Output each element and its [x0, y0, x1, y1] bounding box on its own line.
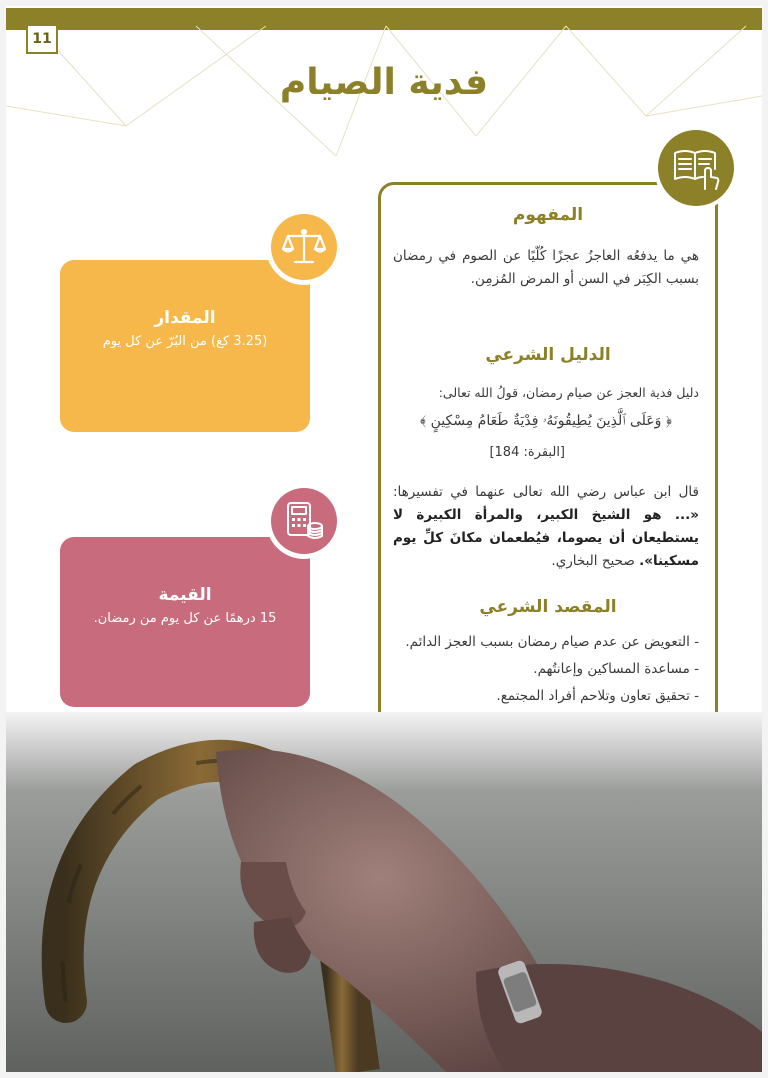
book-hand-icon: [654, 126, 738, 210]
card-miqdar-title: المقدار: [154, 308, 216, 328]
card-miqdar-text: (3.25 كغ) من البُرّ عن كل يوم: [102, 334, 268, 349]
cane-hands-photo: [6, 712, 762, 1072]
page: [6, 6, 762, 1072]
page-number: 11: [26, 24, 58, 54]
purpose-title: المقصد الشرعي: [479, 597, 617, 617]
hadith-text: [393, 481, 699, 573]
background-lines: [6, 6, 762, 206]
concept-panel: [378, 182, 718, 742]
card-qeema: [60, 537, 310, 707]
hadith-source: صحيح البخاري.: [551, 553, 635, 569]
card-qeema-title: القيمة: [158, 585, 212, 605]
evidence-title: الدليل الشرعي: [485, 345, 611, 365]
concept-text: هي ما يدفعُه العاجزُ عجزًا كُلّيًا عن الصوم في رمضان بسبب الكِبَر في السن أو المرض المُزمِن.: [393, 248, 699, 287]
list-item: - تحقيق تعاون وتلاحم أفراد المجتمع.: [496, 688, 699, 704]
scale-icon: [266, 209, 342, 285]
page-title: فدية الصيام: [279, 62, 489, 103]
hadith-intro: قال ابن عباس رضي الله تعالى عنهما في تفسيرها:: [393, 484, 699, 500]
hadith-quote: «... هو الشيخ الكبير، والمرأة الكبيرة لا يستطيعان أن يصوما، فيُطعمان مكانَ كلِّ يوم مسكينا».: [393, 507, 699, 569]
verse-reference: [البقرة: 184]: [489, 445, 565, 460]
purpose-list: [393, 629, 699, 710]
list-item: - مساعدة المساكين وإعانتُهم.: [533, 661, 699, 677]
evidence-intro: دليل فدية العجز عن صيام رمضان، قولُ الله تعالى:: [438, 385, 699, 400]
card-qeema-text: 15 درهمًا عن كل يوم من رمضان.: [93, 611, 277, 626]
concept-title: المفهوم: [512, 205, 584, 225]
quran-verse: ﴿ وَعَلَى ٱلَّذِينَ يُطِيقُونَهُۥ فِدْيَةٌ طَعَامُ مِسْكِينٍ ﴾: [419, 413, 673, 429]
card-miqdar: [60, 260, 310, 432]
list-item: - التعويض عن عدم صيام رمضان بسبب العجز الدائم.: [405, 634, 699, 650]
calculator-coins-icon: [266, 483, 342, 559]
